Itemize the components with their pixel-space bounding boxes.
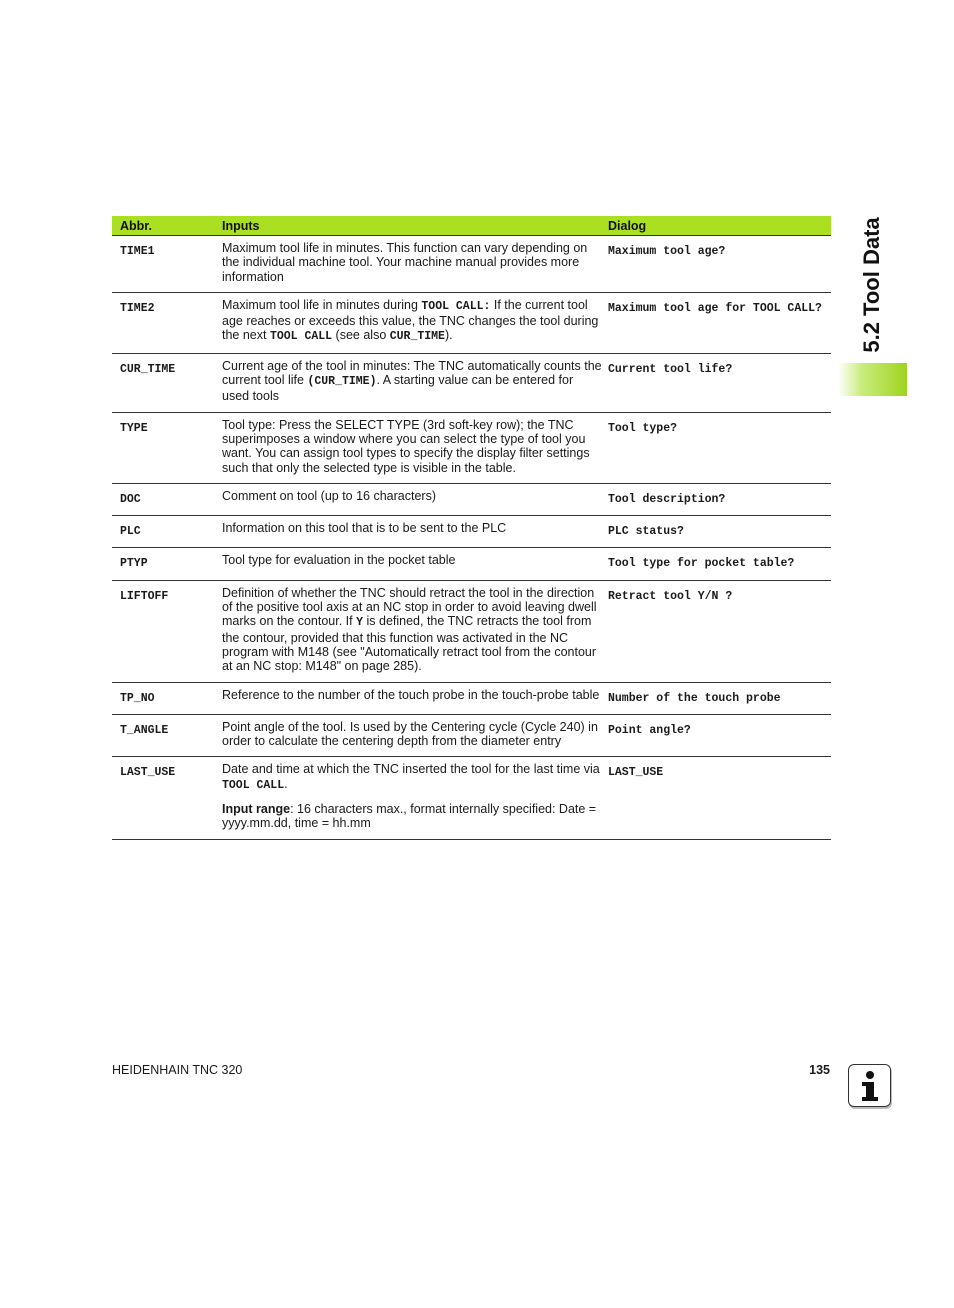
inputs-text: Definition of whether the TNC should retract the tool in the direction of the positive tool axis at an NC stop in order to avoid leaving dwell marks on the contour. If	[222, 585, 597, 629]
section-tab-marker	[838, 363, 907, 396]
inputs-paragraph	[222, 521, 602, 535]
inputs-paragraph	[222, 720, 602, 749]
dialog-cell	[608, 292, 831, 353]
section-title-text: 5.2 Tool Data	[859, 217, 884, 353]
table-row	[112, 292, 831, 353]
abbr-text: LIFTOFF	[120, 589, 169, 603]
inputs-text: .	[284, 776, 288, 791]
code-keyword: TOOL CALL	[269, 330, 333, 344]
dialog-cell	[608, 580, 831, 682]
code-keyword: TOOL CALL:	[421, 299, 491, 313]
inputs-text: Reference to the number of the touch probe in the touch-probe table	[222, 687, 600, 702]
abbr-cell	[112, 292, 220, 353]
abbr-cell	[112, 236, 220, 293]
abbr-text: TIME2	[120, 301, 155, 315]
inputs-text: If the current tool age reaches or exceeds this value, the TNC changes the tool during the next	[222, 297, 599, 343]
dialog-text: Point angle?	[608, 723, 691, 737]
inputs-paragraph	[222, 298, 602, 345]
dialog-cell	[608, 412, 831, 483]
inputs-text: Maximum tool life in minutes during	[222, 297, 422, 312]
inputs-text: Comment on tool (up to 16 characters)	[222, 488, 436, 503]
dialog-text: LAST_USE	[608, 766, 664, 780]
inputs-text: . A starting value can be entered for used tools	[222, 373, 574, 404]
inputs-cell	[220, 483, 608, 515]
dialog-cell	[608, 714, 831, 757]
inputs-paragraph	[222, 688, 602, 702]
inputs-cell	[220, 292, 608, 353]
table-row	[112, 236, 831, 293]
table-row	[112, 483, 831, 515]
table-body	[112, 236, 831, 840]
inputs-paragraph	[222, 241, 602, 284]
dialog-text: PLC status?	[608, 525, 684, 539]
code-keyword: CUR_TIME	[389, 330, 445, 344]
abbr-cell	[112, 412, 220, 483]
abbr-text: PTYP	[120, 557, 148, 571]
table-row	[112, 580, 831, 682]
dialog-text: Tool type?	[608, 421, 678, 435]
inputs-paragraph	[222, 489, 602, 503]
abbr-text: TIME1	[120, 245, 155, 258]
dialog-text: Maximum tool age for TOOL CALL?	[608, 301, 822, 315]
inputs-text: is defined, the TNC retracts the tool from the contour, provided that this function was activated in the NC program with M148 (see "Automatically retract tool from the contour at an NC stop: M148" on page 285).	[222, 614, 597, 674]
inputs-cell	[220, 236, 608, 293]
inputs-text: (see also	[332, 328, 390, 343]
abbr-cell	[112, 714, 220, 757]
table-row	[112, 516, 831, 548]
code-keyword: Y	[356, 616, 364, 630]
inputs-cell	[220, 682, 608, 714]
table-row	[112, 682, 831, 714]
inputs-text: Tool type: Press the SELECT TYPE (3rd soft-key row); the TNC superimposes a window where you can select the type of tool you want. You can assign tool types to specify the display filter settings such that only the selected type is visible in the table.	[222, 417, 590, 475]
dialog-text: Tool description?	[608, 492, 726, 506]
inputs-text: Date and time at which the TNC inserted the tool for the last time via	[222, 762, 600, 777]
header-abbr: Abbr.	[112, 216, 220, 236]
inputs-cell	[220, 516, 608, 548]
table-row	[112, 757, 831, 839]
abbr-cell	[112, 516, 220, 548]
inputs-cell	[220, 412, 608, 483]
dialog-cell	[608, 516, 831, 548]
abbr-cell	[112, 353, 220, 412]
inputs-paragraph	[222, 418, 602, 475]
inputs-paragraph	[222, 762, 602, 793]
abbr-cell	[112, 580, 220, 682]
abbr-text: PLC	[120, 525, 141, 539]
inputs-text: Current age of the tool in minutes: The TNC automatically counts the current tool life	[222, 358, 602, 388]
code-keyword: TOOL CALL	[222, 778, 285, 792]
inputs-cell	[220, 757, 608, 839]
bold-label: Input range	[222, 802, 291, 817]
code-keyword: (CUR_TIME)	[307, 375, 377, 389]
abbr-text: DOC	[120, 492, 141, 506]
table-row	[112, 353, 831, 412]
dialog-text: Current tool life?	[608, 362, 733, 376]
dialog-cell	[608, 682, 831, 714]
info-icon-glyph	[855, 1069, 885, 1103]
abbr-cell	[112, 757, 220, 839]
abbr-text: LAST_USE	[120, 766, 176, 780]
inputs-text: : 16 characters max., format internally specified: Date = yyyy.mm.dd, time = hh.mm	[222, 802, 597, 831]
inputs-text: Point angle of the tool. Is used by the Centering cycle (Cycle 240) in order to calculate the centering depth from the diameter entry	[222, 719, 598, 749]
tool-data-table	[112, 216, 831, 840]
dialog-text: Retract tool Y/N ?	[608, 589, 733, 603]
inputs-cell	[220, 548, 608, 580]
abbr-cell	[112, 548, 220, 580]
abbr-text: CUR_TIME	[120, 362, 176, 376]
abbr-cell	[112, 483, 220, 515]
inputs-paragraph	[222, 586, 602, 674]
inputs-text: Tool type for evaluation in the pocket table	[222, 553, 456, 568]
dialog-cell	[608, 236, 831, 293]
table-row	[112, 548, 831, 580]
inputs-cell	[220, 353, 608, 412]
inputs-paragraph	[222, 553, 602, 567]
footer-manual-name: HEIDENHAIN TNC 320	[112, 1063, 243, 1077]
inputs-text: ).	[444, 328, 453, 343]
dialog-cell	[608, 353, 831, 412]
abbr-text: TP_NO	[120, 691, 155, 705]
abbr-cell	[112, 682, 220, 714]
inputs-text: Information on this tool that is to be sent to the PLC	[222, 521, 507, 536]
table-header-row	[112, 216, 831, 236]
header-dialog: Dialog	[608, 216, 831, 236]
abbr-text: TYPE	[120, 421, 148, 435]
header-inputs: Inputs	[220, 216, 608, 236]
inputs-cell	[220, 714, 608, 757]
info-icon	[848, 1064, 891, 1107]
dialog-cell	[608, 483, 831, 515]
page-number: 135	[809, 1063, 830, 1077]
section-title-vertical	[852, 215, 892, 355]
inputs-text: Maximum tool life in minutes. This function can vary depending on the individual machine tool. Your machine manual provides more information	[222, 241, 588, 284]
table-row	[112, 714, 831, 757]
table-row	[112, 412, 831, 483]
dialog-cell	[608, 757, 831, 839]
abbr-text: T_ANGLE	[120, 723, 169, 737]
inputs-cell	[220, 580, 608, 682]
dialog-cell	[608, 548, 831, 580]
dialog-text: Tool type for pocket table?	[608, 557, 795, 571]
dialog-text: Number of the touch probe	[608, 691, 781, 705]
inputs-paragraph	[222, 359, 602, 404]
inputs-paragraph	[222, 802, 602, 831]
dialog-text: Maximum tool age?	[608, 245, 726, 258]
